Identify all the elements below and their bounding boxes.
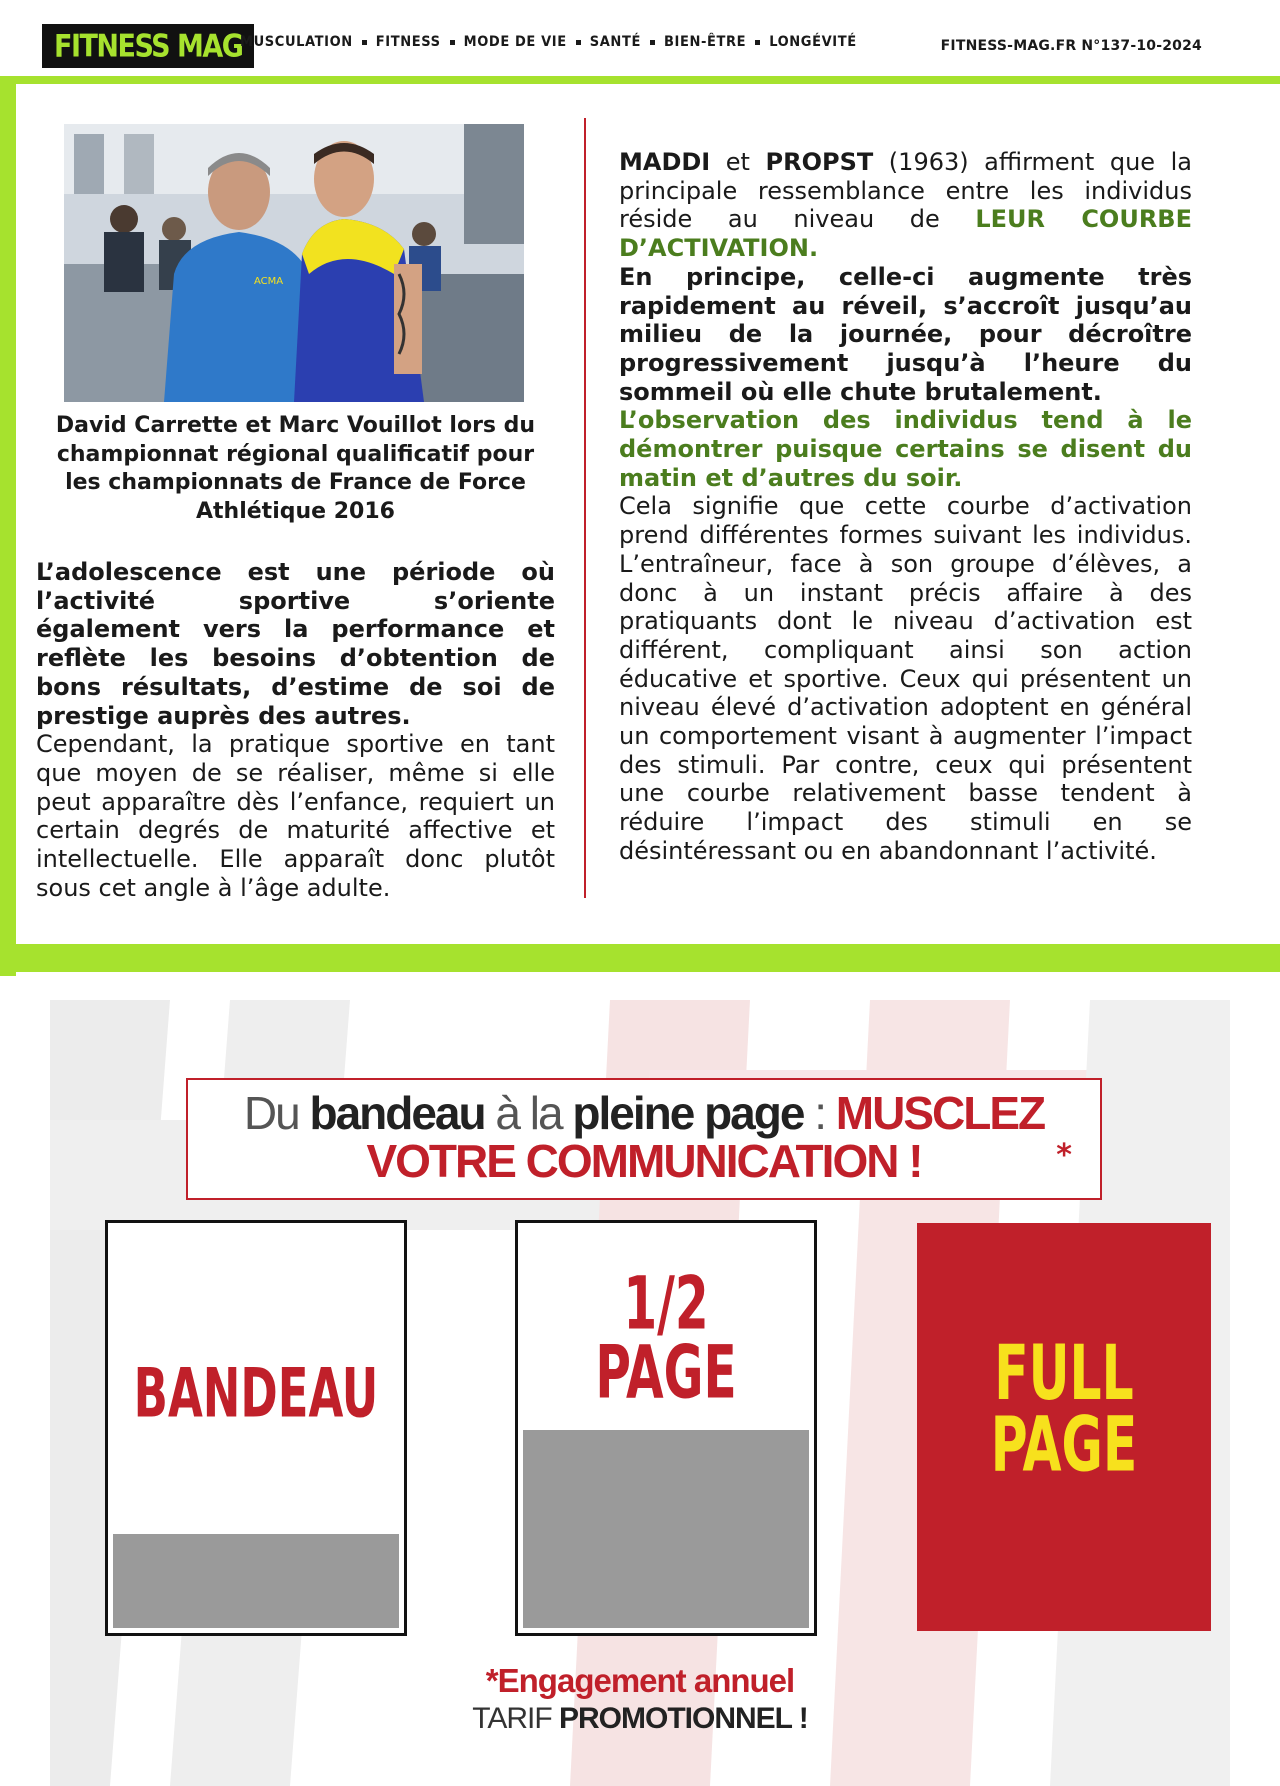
right-body-paragraph: Cela signifie que cette courbe d’activation prend différentes formes suivant les individus. L’entraîneur, face à son groupe d’élèves, a donc à un instant précis affaire à des pratiquants dont le niveau d’activation est différent, compliquant ainsi son action éducative et sportive. Ceux qui présentent un niveau élevé d’activation adoptent en général un comportement visant à augmenter l’impact des stimuli. Par contre, ceux qui présentent une courbe relativement basse tendent à réduire l’impact des stimuli en se désintéressant ou en abandonnant l’activité. (619, 492, 1192, 865)
nav-separator (650, 40, 655, 45)
column-divider (584, 118, 586, 898)
author-maddi: MADDI (619, 148, 711, 176)
headline-a-la: à la (484, 1087, 573, 1139)
card-label-bandeau: BANDEAU (133, 1354, 379, 1433)
jersey-text: ACMA (254, 276, 284, 287)
right-intro: (1963) affirment que la principale ressemblance entre les individus réside au niveau de (619, 148, 1192, 234)
logo-text: FITNESS MAG (54, 28, 243, 64)
author-propst: PROPST (765, 148, 874, 176)
nav-item-mode-de-vie[interactable]: MODE DE VIE (463, 34, 567, 50)
left-lead-paragraph: L’adolescence est une période où l’activité sportive s’oriente également vers la performance et reflète les besoins d’obtention de bons résultats, d’estime de soi de prestige auprès des autres. (36, 558, 555, 730)
ad-card-bandeau[interactable] (105, 1220, 407, 1636)
card-label-half-page (518, 1260, 814, 1416)
nav-separator (362, 40, 367, 45)
frame-top-bar (0, 76, 1280, 84)
headline-bandeau: bandeau (309, 1087, 485, 1139)
nav-separator (450, 40, 455, 45)
left-body-paragraph: Cependant, la pratique sportive en tant que moyen de se réaliser, même si elle peut apparaître dès l’enfance, requiert un certain degrés de maturité affective et intellectuelle. Elle apparaît donc plutôt sous cet angle à l’âge adulte. (36, 730, 555, 902)
nav-separator (755, 40, 760, 45)
headline-musclez: MUSCLEZ (835, 1087, 1045, 1139)
nav-item-longevite[interactable]: LONGÉVITÉ (769, 34, 857, 50)
nav-item-fitness[interactable]: FITNESS (375, 34, 441, 50)
headline-asterisk: * (1056, 1138, 1072, 1173)
headline-line1 (188, 1086, 1100, 1140)
ad-headline-box (186, 1078, 1102, 1200)
headline-pleine-page: pleine page (572, 1087, 804, 1139)
ad-card-full-page[interactable] (917, 1223, 1211, 1631)
photo-caption: David Carrette et Marc Vouillot lors du championnat régional qualificatif pour les championnats de France de Force Athlétique 2016 (55, 413, 536, 525)
right-highlight-paragraph: L’observation des individus tend à le démontrer puisque certains se disent du matin et d’autres du soir. (619, 406, 1192, 492)
frame-left-bar (0, 76, 16, 976)
ad-card-half-page[interactable] (515, 1220, 817, 1636)
article-photo (64, 124, 524, 402)
nav-item-sante[interactable]: SANTÉ (589, 34, 641, 50)
annual-commitment-note: *Engagement annuel (485, 1662, 795, 1699)
card-label-half: 1/2 (623, 1260, 709, 1346)
nav-item-bien-etre[interactable]: BIEN-ÊTRE (663, 34, 747, 50)
highlight-activation-curve: LEUR COURBE D’ACTIVATION. (619, 205, 1192, 263)
promo-price-note (0, 1702, 1280, 1736)
card-half-page-sample-area (523, 1430, 809, 1628)
right-bold-paragraph: En principe, celle-ci augmente très rapidement au réveil, s’accroît jusqu’au milieu de la journée, pour décroître progressivement jusqu’à l’heure du sommeil où elle chute brutalement. (619, 262, 1192, 406)
athletes-photo-illustration (64, 124, 524, 402)
card-label-page-full: PAGE (990, 1402, 1138, 1490)
headline-du: Du (243, 1087, 310, 1139)
frame-bottom-bar (0, 944, 1280, 972)
issue-number: FITNESS-MAG.FR N°137-10-2024 (940, 38, 1202, 54)
card-label-page: PAGE (595, 1330, 737, 1416)
page-header (0, 0, 1280, 75)
left-column-text (36, 558, 555, 902)
nav-separator (576, 40, 581, 45)
nav-item-musculation[interactable]: MUSCULATION (240, 34, 353, 50)
promotionnel-label: PROMOTIONNEL ! (559, 1702, 808, 1735)
headline-line2: VOTRE COMMUNICATION ! (366, 1135, 922, 1187)
card-bandeau-sample-area (113, 1534, 399, 1628)
card-label-full-page (917, 1330, 1211, 1490)
magazine-logo[interactable] (42, 24, 254, 68)
conjunction: et (710, 148, 766, 176)
headline-colon: : (803, 1087, 836, 1139)
section-nav (240, 34, 857, 50)
card-label-full: FULL (994, 1330, 1134, 1419)
right-column-text (619, 148, 1192, 866)
tarif-label: TARIF (472, 1702, 559, 1735)
